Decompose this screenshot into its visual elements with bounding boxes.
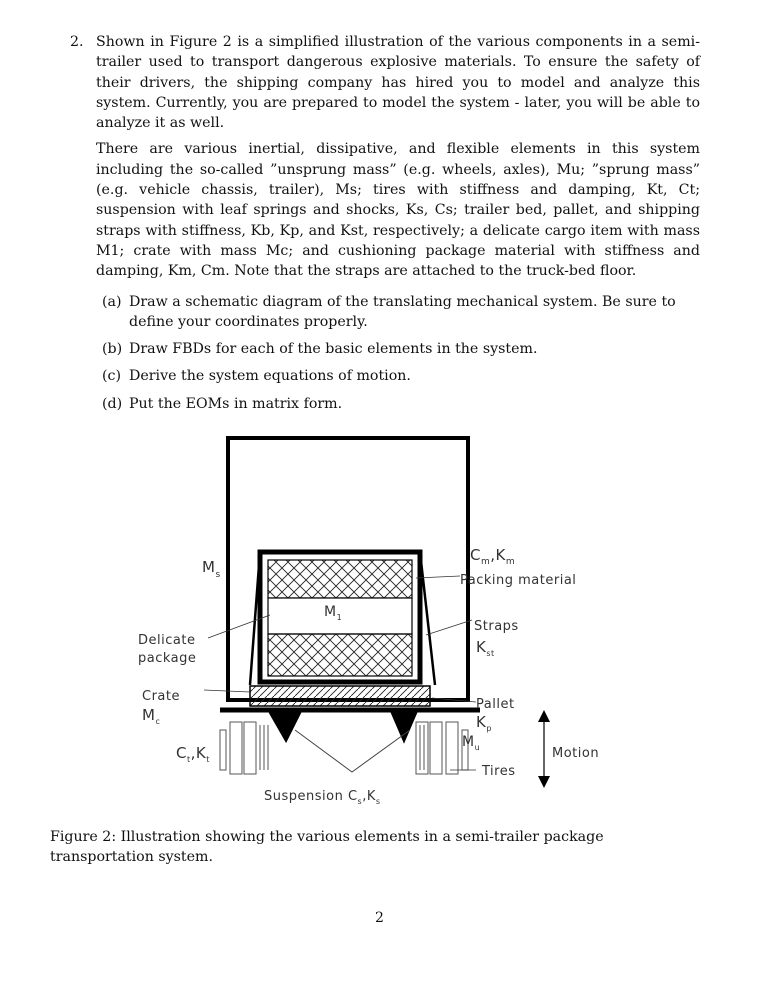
- suspension: [295, 730, 410, 772]
- label-mc: $M_c$: [142, 706, 161, 726]
- axle-bracket-right: [392, 712, 416, 740]
- label-kst: $K_{st}$: [476, 638, 495, 658]
- tires-right: [416, 722, 468, 774]
- figure-caption: Figure 2: Illustration showing the various elements in a semi-trailer package transportation system.: [50, 829, 604, 865]
- label-cm-km: $C_m,K_m$: [470, 546, 516, 567]
- tires-left: [220, 722, 268, 774]
- problem-part-c: (c) Derive the system equations of motion.: [102, 368, 411, 385]
- problem-parts-list: [70, 292, 700, 414]
- label-mu: $M_u$: [462, 734, 481, 752]
- problem-part-b: (b) Draw FBDs for each of the basic elements in the system.: [102, 341, 538, 358]
- label-delicate: Delicate: [138, 633, 196, 648]
- label-pallet: Pallet: [476, 697, 515, 712]
- label-kp: $K_p$: [476, 713, 492, 733]
- packing-top: [268, 560, 412, 598]
- label-straps: Straps: [474, 619, 519, 634]
- label-package: package: [138, 651, 197, 666]
- label-ms: $M_s$: [202, 558, 221, 580]
- label-tires: Tires: [482, 764, 516, 779]
- problem-part-a: (a) Draw a schematic diagram of the translating mechanical system. Be sure to define your coordinates properly.: [102, 293, 676, 330]
- problem-intro-text: Shown in Figure 2 is a simplified illustration of the various components in a semi-trailer used to transport dangerous explosive materials. To ensure the safety of their drivers, the shipping company has hired you to model and analyze this system. Currently, you are prepared to model the system - later, you will be able to analyze it as well.: [96, 34, 700, 132]
- label-crate: Crate: [142, 689, 180, 704]
- label-m1: $M_1$: [324, 604, 343, 622]
- label-motion: Motion: [552, 746, 600, 761]
- axle-bracket-left: [270, 712, 300, 740]
- problem-intro-paragraph: [70, 32, 700, 133]
- problem-part-d: (d) Put the EOMs in matrix form.: [102, 395, 343, 412]
- problem-elements-paragraph: There are various inertial, dissipative, and flexible elements in this system including the so-called ”unsprung mass” (e.g. wheels, axles), Mu; ”sprung mass” (e.g. vehicle chassis, trailer), Ms; tires with stiffness and damping, Kt, Ct; suspension with leaf springs and shocks, Ks, Cs; trailer bed, pallet, and shipping straps with stiffness, Kb, Kp, and Kst, respectively; a delicate cargo item with mass M1; crate with mass Mc; and cushioning package material with stiffness and damping, Km, Cm. Note that the straps are attached to the truck-bed floor.: [96, 141, 700, 280]
- motion-arrow: [538, 710, 550, 788]
- label-ct-kt: $C_t,K_t$: [176, 744, 210, 764]
- packing-bottom: [268, 634, 412, 676]
- problem-number: 2.: [70, 34, 84, 50]
- problem-2: [70, 32, 700, 421]
- page-number: 2: [375, 910, 384, 926]
- label-suspension: Suspension $C_s,K_s$: [264, 789, 381, 806]
- label-packing-material: Packing material: [460, 573, 577, 588]
- pallet: [250, 686, 430, 706]
- figure-2-illustration: [120, 430, 640, 820]
